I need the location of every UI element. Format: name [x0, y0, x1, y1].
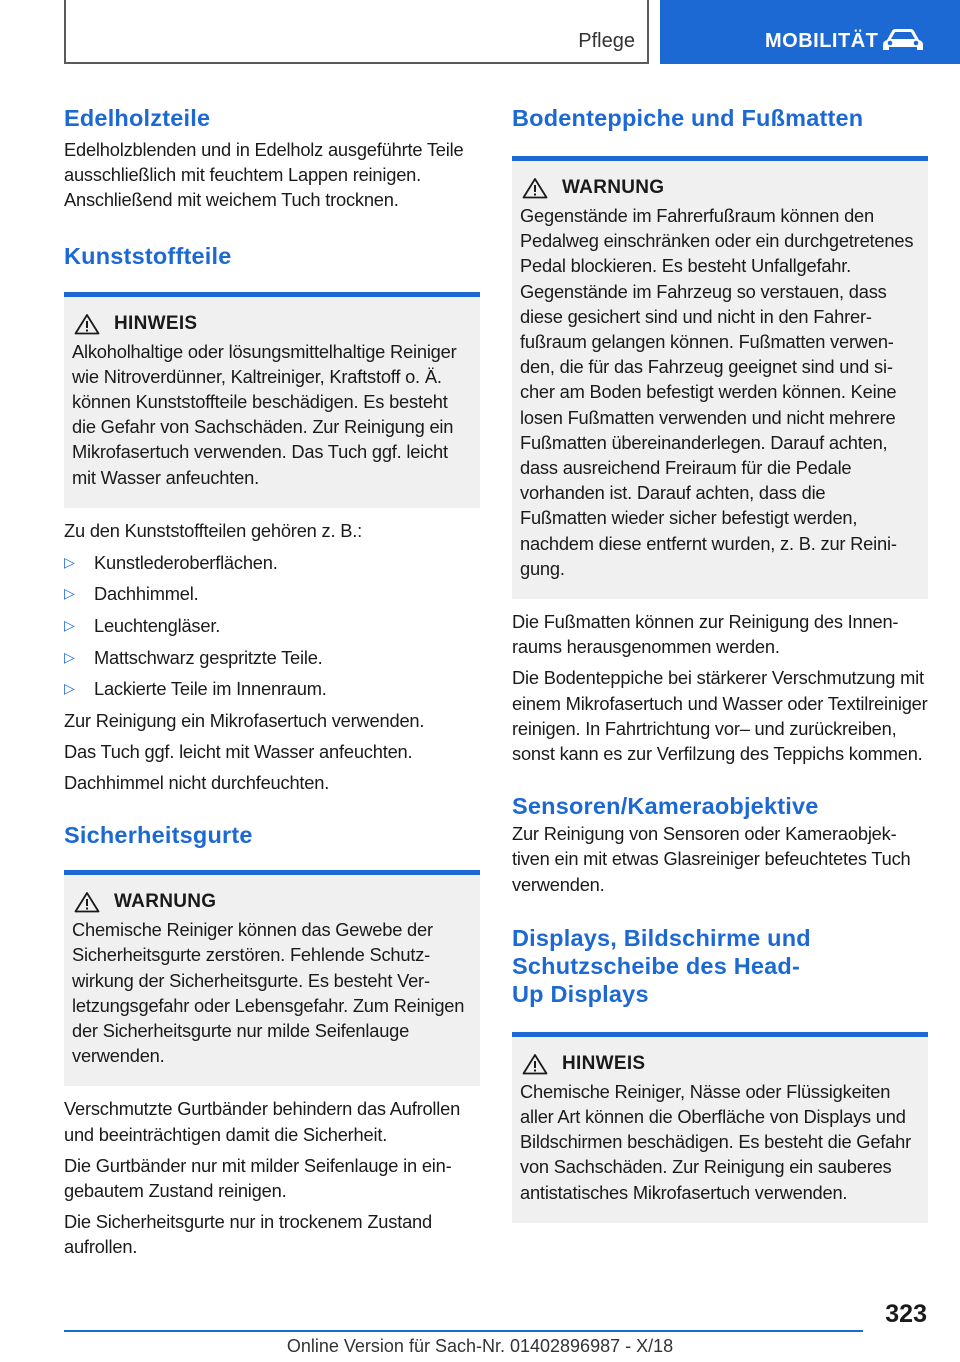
list-item: ▷ Lackierte Teile im Innenraum.: [64, 676, 480, 701]
heading-displays-line3: Up Displays: [512, 980, 649, 1007]
header-section-label: Pflege: [578, 30, 635, 52]
bullet-triangle-icon: ▷: [64, 585, 75, 602]
notice-title: WARNUNG: [562, 177, 665, 198]
heading-edelholzteile: Edelholzteile: [64, 105, 211, 131]
notice-text: Alkoholhaltige oder lösungsmittelhaltige Reiniger wie Nitroverdünner, Kaltreiniger, Kraftstoff o. Ä. können Kunststoffteile beschädigen. Es besteht die Gefahr von Sachschäden. Zur Reinigung ein Mikrofasertuch verwenden. Das Tuch ggf. leicht mit Wasser anfeuchten.: [72, 340, 457, 488]
notice-text: Chemische Reiniger können das Gewebe der Sicherheitsgurte zerstören. Fehlende Schutzwirkung der Sicherheitsgurte. Es besteht Verletzungsgefahr oder Lebensgefahr. Zum Reinigen der Sicherheitsgurte nur milde Seifenlauge verwenden.: [72, 919, 465, 1067]
heading-sicherheitsgurte: Sicherheitsgurte: [64, 822, 253, 849]
text-sensoren: Zur Reinigung von Sensoren oder Kameraobjektiven ein mit etwas Glasreiniger befeuchtetes Tuch verwenden.: [512, 823, 911, 895]
notice-title: HINWEIS: [114, 312, 198, 334]
notice-hinweis-displays: [512, 1032, 928, 1223]
notice-title: WARNUNG: [114, 891, 217, 913]
list-item: ▷ Leuchtengläser.: [64, 613, 480, 638]
heading-kunststoffteile: Kunststoffteile: [64, 242, 232, 269]
page-number: 323: [885, 1300, 927, 1328]
footer-divider: [64, 1330, 863, 1332]
header-chapter-label: MOBILITÄT: [765, 30, 879, 52]
text-teppiche-p1: Die Fußmatten können zur Reinigung des Innenraums herausgenommen werden.: [512, 611, 899, 658]
heading-bodenteppiche: Bodenteppiche und Fußmatten: [512, 105, 864, 131]
text-kunststoff-p3: Dachhimmel nicht durchfeuchten.: [64, 771, 330, 793]
list-item: ▷ Mattschwarz gespritzte Teile.: [64, 645, 480, 670]
heading-displays: [512, 924, 928, 1008]
notice-warnung-gurte: [64, 870, 480, 1086]
notice-title: HINWEIS: [562, 1052, 646, 1074]
bullet-triangle-icon: ▷: [64, 616, 75, 633]
right-column: [512, 100, 928, 1223]
warning-triangle-icon: [522, 177, 548, 199]
list-item: ▷ Kunstlederoberflächen.: [64, 550, 480, 575]
warning-triangle-icon: [74, 891, 100, 913]
text-kunststoff-p2: Das Tuch ggf. leicht mit Wasser anfeuchten.: [64, 740, 413, 762]
heading-sensoren: Sensoren/Kameraobjektive: [512, 793, 819, 820]
kunststoff-list: [64, 550, 480, 702]
text-kunststoff-intro: Zu den Kunststoffteilen gehören z. B.:: [64, 519, 362, 541]
heading-displays-line1: Displays, Bildschirme und: [512, 924, 811, 951]
warning-triangle-icon: [74, 313, 100, 335]
notice-hinweis-kunststoff: [64, 292, 480, 508]
text-gurte-p3: Die Sicherheitsgurte nur in trockenem Zustand aufrollen.: [64, 1211, 432, 1258]
text-edelholzteile: Edelholzblenden und in Edelholz ausgeführte Teile ausschließlich mit feuchtem Lappen reinigen. Anschließend mit weichem Tuch trocknen.: [64, 139, 464, 211]
notice-text: Chemische Reiniger, Nässe oder Flüssigkeiten aller Art können die Oberfläche von Displays und Bildschirmen beschädigen. Es besteht die Gefahr von Sachschäden. Zur Reinigung ein sauberes antistatisches Mikrofasertuch verwenden.: [520, 1080, 911, 1203]
heading-displays-line2: Schutzscheibe des Head-: [512, 952, 800, 979]
text-kunststoff-p1: Zur Reinigung ein Mikrofasertuch verwenden.: [64, 709, 425, 731]
warning-triangle-icon: [522, 1053, 548, 1075]
footer-online-version: Online Version für Sach-Nr. 01402896987 - X/18: [286, 1336, 674, 1356]
bullet-triangle-icon: ▷: [64, 680, 75, 697]
car-icon: [881, 26, 925, 54]
notice-warnung-fussmatten: [512, 156, 928, 599]
text-teppiche-p2: Die Bodenteppiche bei stärkerer Verschmutzung mit einem Mikrofasertuch und Wasser oder Textilreiniger reinigen. In Fahrtrichtung vor– und zurückreiben, sonst kann es zur Verfilzung des Teppichs kommen.: [512, 667, 928, 765]
header-section-box: [64, 0, 649, 64]
left-column: [64, 100, 480, 1260]
bullet-triangle-icon: ▷: [64, 553, 75, 570]
bullet-triangle-icon: ▷: [64, 648, 75, 665]
text-gurte-p2: Die Gurtbänder nur mit milder Seifenlauge in eingebautem Zustand reinigen.: [64, 1154, 452, 1201]
notice-text: Gegenstände im Fahrerfußraum können den Pedalweg einschränken oder ein durchgetretenes Pedal blockieren. Es besteht Unfallgefahr. Gegenstände im Fahrzeug so verstauen, dass diese gesichert sind und nicht in den Fahrerfußraum gelangen können. Fußmatten verwenden, die für das Fahrzeug geeignet sind und sicher am Boden befestigt werden können. Keine losen Fußmatten verwenden und nicht mehrere Fußmatten übereinanderlegen. Darauf achten, dass ausreichend Freiraum für die Pedale vorhanden ist. Darauf achten, dass die Fußmatten wieder sicher befestigt werden, nachdem diese entfernt wurden, z. B. zur Reinigung.: [520, 205, 914, 579]
list-item: ▷ Dachhimmel.: [64, 581, 480, 606]
text-gurte-p1: Verschmutzte Gurtbänder behindern das Aufrollen und beeinträchtigen damit die Sicherheit.: [64, 1098, 461, 1145]
